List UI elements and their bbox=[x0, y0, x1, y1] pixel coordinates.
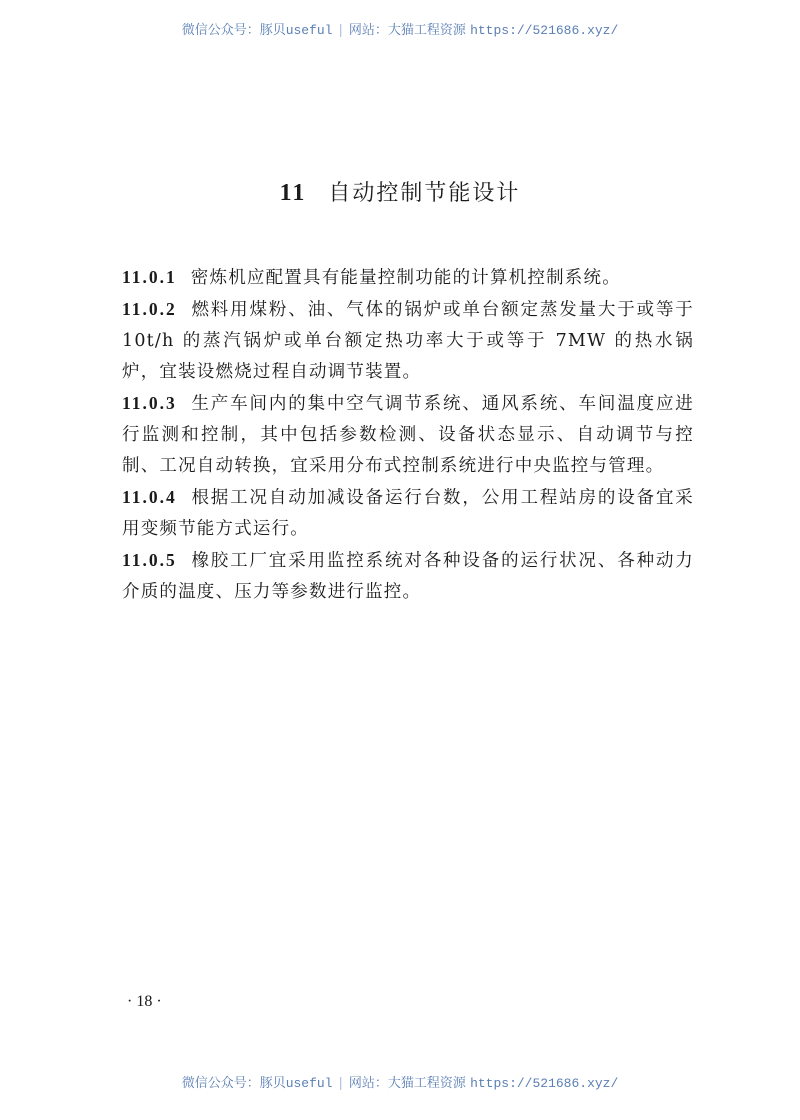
clause-number: 11.0.3 bbox=[122, 393, 177, 413]
clause-text: 燃料用煤粉、油、气体的锅炉或单台额定蒸发量大于或等于 10t/h 的蒸汽锅炉或单台额定热功率大于或等于 7MW 的热水锅炉，宜装设燃烧过程自动调节装置。 bbox=[122, 300, 694, 382]
watermark-site-url[interactable]: https://521686.xyz/ bbox=[470, 23, 619, 38]
clause-text: 密炼机应配置具有能量控制功能的计算机控制系统。 bbox=[190, 268, 621, 288]
page-number: · 18 · bbox=[127, 993, 162, 1010]
clause-number: 11.0.4 bbox=[122, 487, 177, 507]
clause-text: 橡胶工厂宜采用监控系统对各种设备的运行状况、各种动力介质的温度、压力等参数进行监控。 bbox=[122, 551, 694, 602]
clause bbox=[122, 388, 694, 482]
chapter-heading bbox=[0, 176, 800, 207]
chapter-number: 11 bbox=[279, 180, 307, 206]
watermark-wechat-id: useful bbox=[285, 1076, 333, 1091]
watermark-wechat-label: 微信公众号：豚贝 bbox=[181, 1076, 286, 1091]
watermark-site-label: 网站：大猫工程资源 bbox=[348, 1076, 466, 1091]
chapter-title: 自动控制节能设计 bbox=[328, 181, 521, 206]
clause-number: 11.0.1 bbox=[122, 267, 177, 287]
watermark-separator: | bbox=[338, 23, 343, 38]
clause-number: 11.0.5 bbox=[122, 550, 177, 570]
clause-list bbox=[122, 262, 694, 608]
watermark-site-label: 网站：大猫工程资源 bbox=[348, 23, 466, 38]
clause-text: 生产车间内的集中空气调节系统、通风系统、车间温度应进行监测和控制，其中包括参数检测、设备状态显示、自动调节与控制、工况自动转换，宜采用分布式控制系统进行中央监控与管理。 bbox=[122, 394, 694, 476]
watermark-site-url[interactable]: https://521686.xyz/ bbox=[470, 1076, 619, 1091]
watermark-wechat-id: useful bbox=[285, 23, 333, 38]
watermark-header bbox=[0, 19, 800, 38]
watermark-separator: | bbox=[338, 1076, 343, 1091]
watermark-footer bbox=[0, 1072, 800, 1091]
clause bbox=[122, 545, 694, 608]
clause bbox=[122, 294, 694, 388]
clause bbox=[122, 262, 694, 294]
clause bbox=[122, 482, 694, 545]
clause-number: 11.0.2 bbox=[122, 299, 177, 319]
watermark-wechat-label: 微信公众号：豚贝 bbox=[181, 23, 286, 38]
clause-text: 根据工况自动加减设备运行台数，公用工程站房的设备宜采用变频节能方式运行。 bbox=[122, 488, 694, 539]
